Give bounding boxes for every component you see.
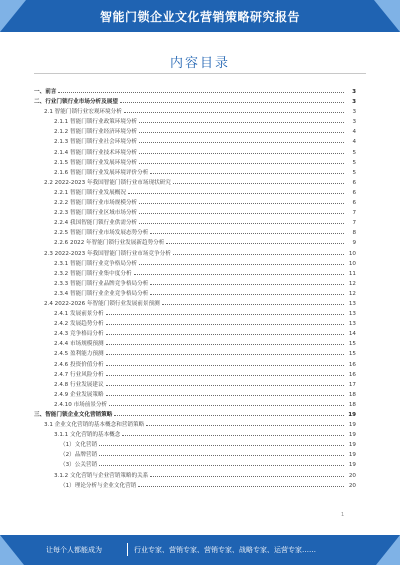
table-of-contents	[34, 86, 356, 490]
toc-leader-dots	[138, 480, 344, 487]
toc-entry-label: 2.2.4 我国智能门锁行业供需分析	[54, 220, 138, 227]
toc-leader-dots	[139, 126, 344, 133]
toc-entry[interactable]	[34, 409, 356, 419]
toc-entry-label: 2.4.10 市场前景分析	[54, 401, 108, 408]
toc-entry-label: 2.4 2022-2026 年智能门锁行业发展前景预测	[44, 300, 160, 307]
toc-entry-label: 二、行业门锁行业市场分析及展望	[34, 99, 118, 106]
toc-leader-dots	[139, 217, 344, 224]
toc-entry-page: 18	[348, 391, 356, 398]
toc-entry-label: 2.1 智能门锁行业宏观环境分析	[44, 109, 122, 116]
toc-entry-label: 2.1.1 智能门锁行业政策环境分析	[54, 119, 138, 126]
toc-entry[interactable]	[34, 318, 356, 328]
toc-entry-page: 3	[352, 89, 356, 95]
toc-leader-dots	[128, 187, 344, 194]
toc-entry-page: 3	[352, 119, 356, 126]
toc-entry-page: 15	[348, 341, 356, 348]
toc-entry-label: （1）文化营销	[60, 442, 98, 449]
toc-entry-page: 19	[348, 442, 356, 449]
toc-leader-dots	[150, 278, 344, 285]
toc-entry-label: 2.4.9 企业发展策略	[54, 391, 104, 398]
toc-entry[interactable]	[34, 419, 356, 429]
toc-entry[interactable]	[34, 217, 356, 227]
footer-right-accent	[376, 535, 400, 565]
toc-entry-page: 13	[348, 311, 356, 318]
toc-leader-dots	[99, 449, 344, 456]
toc-entry-page: 12	[348, 280, 356, 287]
toc-entry-page: 19	[348, 432, 356, 439]
toc-entry-page: 12	[348, 290, 356, 297]
toc-entry-label: 2.3.2 智能门锁行业集中度分析	[54, 270, 132, 277]
toc-leader-dots	[139, 207, 344, 214]
toc-entry-page: 20	[348, 482, 356, 489]
toc-entry[interactable]	[34, 106, 356, 116]
toc-entry-label: 2.1.2 智能门锁行业经济环境分析	[54, 129, 138, 136]
toc-entry[interactable]	[34, 449, 356, 459]
toc-leader-dots	[106, 348, 344, 355]
toc-leader-dots	[122, 429, 344, 436]
toc-entry[interactable]	[34, 459, 356, 469]
toc-entry-label: 2.4.7 行业风险分析	[54, 371, 104, 378]
toc-leader-dots	[120, 96, 344, 103]
toc-leader-dots	[139, 258, 344, 265]
toc-entry-label: 2.4.6 投资价值分析	[54, 361, 104, 368]
footer-divider	[127, 543, 128, 556]
toc-entry-label: 3.1.1 文化营销的基本概念	[54, 432, 121, 439]
toc-leader-dots	[150, 227, 344, 234]
toc-entry[interactable]	[34, 207, 356, 217]
toc-entry-label: 三、智能门锁企业文化营销策略	[34, 412, 113, 418]
toc-entry-page: 5	[352, 149, 356, 156]
toc-entry-page: 3	[352, 109, 356, 116]
toc-entry-page: 20	[348, 472, 356, 479]
toc-entry-label: 2.4.2 发展趋势分析	[54, 321, 104, 328]
toc-entry-page: 19	[348, 462, 356, 469]
report-title: 智能门锁企业文化营销策略研究报告	[99, 10, 300, 24]
toc-entry[interactable]	[34, 338, 356, 348]
toc-entry[interactable]	[34, 470, 356, 480]
toc-entry-page: 14	[348, 331, 356, 338]
toc-entry[interactable]	[34, 157, 356, 167]
toc-entry[interactable]	[34, 389, 356, 399]
toc-leader-dots	[106, 379, 344, 386]
toc-leader-dots	[139, 197, 344, 204]
toc-entry-page: 4	[352, 139, 356, 146]
toc-entry[interactable]	[34, 187, 356, 197]
toc-entry[interactable]	[34, 258, 356, 268]
toc-entry[interactable]	[34, 288, 356, 298]
toc-entry-page: 8	[352, 230, 356, 237]
toc-entry[interactable]	[34, 96, 356, 106]
toc-entry-page: 15	[348, 351, 356, 358]
toc-entry-label: 2.3 2022-2023 年我国智能门锁行业市场竞争分析	[44, 250, 171, 257]
toc-leader-dots	[106, 369, 344, 376]
toc-entry-label: 2.2.6 2022 年智能门锁行业发展新趋势分析	[54, 240, 165, 247]
toc-entry[interactable]	[34, 298, 356, 308]
toc-entry-page: 19	[348, 412, 356, 418]
toc-entry-page: 4	[352, 129, 356, 136]
header-right-accent	[374, 0, 400, 32]
toc-entry-label: 2.1.3 智能门锁行业社会环境分析	[54, 139, 138, 146]
toc-entry-page: 6	[352, 179, 356, 186]
toc-leader-dots	[106, 318, 344, 325]
toc-entry[interactable]	[34, 237, 356, 247]
toc-entry[interactable]	[34, 86, 356, 96]
toc-entry-label: 2.2 2022-2023 年我国智能门锁行业市场现状研究	[44, 179, 171, 186]
toc-leader-dots	[166, 237, 344, 244]
toc-entry[interactable]	[34, 429, 356, 439]
toc-leader-dots	[114, 409, 344, 416]
toc-leader-dots	[99, 459, 344, 466]
toc-entry-page: 19	[348, 452, 356, 459]
toc-entry[interactable]	[34, 248, 356, 258]
toc-leader-dots	[106, 338, 344, 345]
toc-entry-label: 2.2.5 智能门锁行业市场发展态势分析	[54, 230, 149, 237]
footer-left-accent	[0, 535, 24, 565]
footer-slogan-right: 行业专家、营销专家、营销专家、战略专家、运营专家……	[134, 546, 316, 554]
toc-leader-dots	[139, 147, 344, 154]
toc-leader-dots	[150, 288, 344, 295]
toc-entry-label: 2.3.3 智能门锁行业品牌竞争格局分析	[54, 280, 149, 287]
toc-entry-page: 16	[348, 371, 356, 378]
toc-entry-page: 16	[348, 361, 356, 368]
toc-entry[interactable]	[34, 439, 356, 449]
toc-entry-label: 2.4.3 竞争格局分析	[54, 331, 104, 338]
toc-entry-page: 19	[348, 422, 356, 429]
toc-entry-page: 13	[348, 300, 356, 307]
toc-leader-dots	[146, 419, 344, 426]
toc-entry-label: （1）理论分析与企业文化营销	[60, 482, 137, 489]
toc-leader-dots	[99, 439, 344, 446]
footer-slogan-left: 让每个人都能成为	[46, 546, 102, 554]
toc-entry-label: 2.2.1 智能门锁行业发展概况	[54, 189, 126, 196]
toc-leader-dots	[109, 399, 344, 406]
toc-entry-label: 2.3.1 智能门锁行业竞争格局分析	[54, 260, 138, 267]
toc-leader-dots	[106, 308, 344, 315]
report-footer-banner	[0, 535, 400, 565]
toc-entry[interactable]	[34, 379, 356, 389]
toc-leader-dots	[150, 167, 344, 174]
toc-entry-label: 2.4.4 市场规模预测	[54, 341, 104, 348]
toc-entry[interactable]	[34, 167, 356, 177]
toc-leader-dots	[134, 268, 344, 275]
toc-leader-dots	[106, 328, 344, 335]
toc-leader-dots	[139, 116, 344, 123]
toc-entry-page: 5	[352, 169, 356, 176]
toc-entry-page: 7	[352, 220, 356, 227]
toc-entry-page: 17	[348, 381, 356, 388]
toc-leader-dots	[150, 470, 344, 477]
toc-entry-page: 10	[348, 260, 356, 267]
toc-entry-page: 7	[352, 210, 356, 217]
toc-entry[interactable]	[34, 328, 356, 338]
toc-entry-label: 2.4.8 行业发展建议	[54, 381, 104, 388]
toc-entry-label: 2.4.1 发展前景分析	[54, 311, 104, 318]
toc-entry[interactable]	[34, 369, 356, 379]
toc-entry-label: 3.1 企业文化营销的基本概念和营销策略	[44, 422, 145, 429]
toc-entry-page: 9	[352, 240, 356, 247]
toc-entry[interactable]	[34, 177, 356, 187]
toc-entry-page: 11	[348, 270, 356, 277]
toc-leader-dots	[124, 106, 344, 113]
toc-leader-dots	[106, 389, 344, 396]
toc-entry-page: 3	[352, 99, 356, 106]
header-left-accent	[0, 0, 26, 32]
toc-top-rule	[34, 73, 366, 74]
toc-entry-page: 6	[352, 189, 356, 196]
toc-entry-label: 2.1.4 智能门锁行业技术环境分析	[54, 149, 138, 156]
toc-entry[interactable]	[34, 480, 356, 490]
toc-entry-label: 2.2.3 智能门锁行业区域市场分析	[54, 210, 138, 217]
toc-entry[interactable]	[34, 147, 356, 157]
toc-entry[interactable]	[34, 278, 356, 288]
toc-entry-page: 5	[352, 159, 356, 166]
report-header-banner	[0, 0, 400, 32]
toc-entry[interactable]	[34, 308, 356, 318]
toc-leader-dots	[58, 86, 344, 93]
toc-entry-label: （2）品牌营销	[60, 452, 98, 459]
toc-entry[interactable]	[34, 197, 356, 207]
toc-entry-label: 2.4.5 盈利能力预测	[54, 351, 104, 358]
toc-entry-page: 18	[348, 401, 356, 408]
toc-entry[interactable]	[34, 348, 356, 358]
toc-entry-page: 13	[348, 321, 356, 328]
page-number: 1	[341, 512, 345, 518]
toc-entry-label: 2.2.2 智能门锁行业市场规模分析	[54, 200, 138, 207]
toc-entry-label: （3）公关营销	[60, 462, 98, 469]
toc-entry-label: 2.3.4 智能门锁行业企业竞争格局分析	[54, 290, 149, 297]
toc-entry[interactable]	[34, 359, 356, 369]
toc-entry[interactable]	[34, 116, 356, 126]
toc-entry[interactable]	[34, 227, 356, 237]
toc-leader-dots	[139, 157, 344, 164]
toc-entry-page: 10	[348, 250, 356, 257]
toc-leader-dots	[162, 298, 344, 305]
toc-entry-label: 一、前言	[34, 89, 57, 95]
toc-entry[interactable]	[34, 126, 356, 136]
toc-entry-page: 6	[352, 200, 356, 207]
toc-entry[interactable]	[34, 136, 356, 146]
toc-entry[interactable]	[34, 268, 356, 278]
toc-leader-dots	[173, 177, 344, 184]
toc-leader-dots	[139, 136, 344, 143]
toc-leader-dots	[106, 359, 344, 366]
toc-heading: 内容目录	[169, 56, 230, 71]
toc-entry-label: 3.1.2 文化营销与企业营销策略的关系	[54, 472, 149, 479]
toc-leader-dots	[173, 248, 344, 255]
toc-entry-label: 2.1.6 智能门锁行业发展环境评价分析	[54, 169, 149, 176]
toc-entry[interactable]	[34, 399, 356, 409]
toc-entry-label: 2.1.5 智能门锁行业发展环境分析	[54, 159, 138, 166]
